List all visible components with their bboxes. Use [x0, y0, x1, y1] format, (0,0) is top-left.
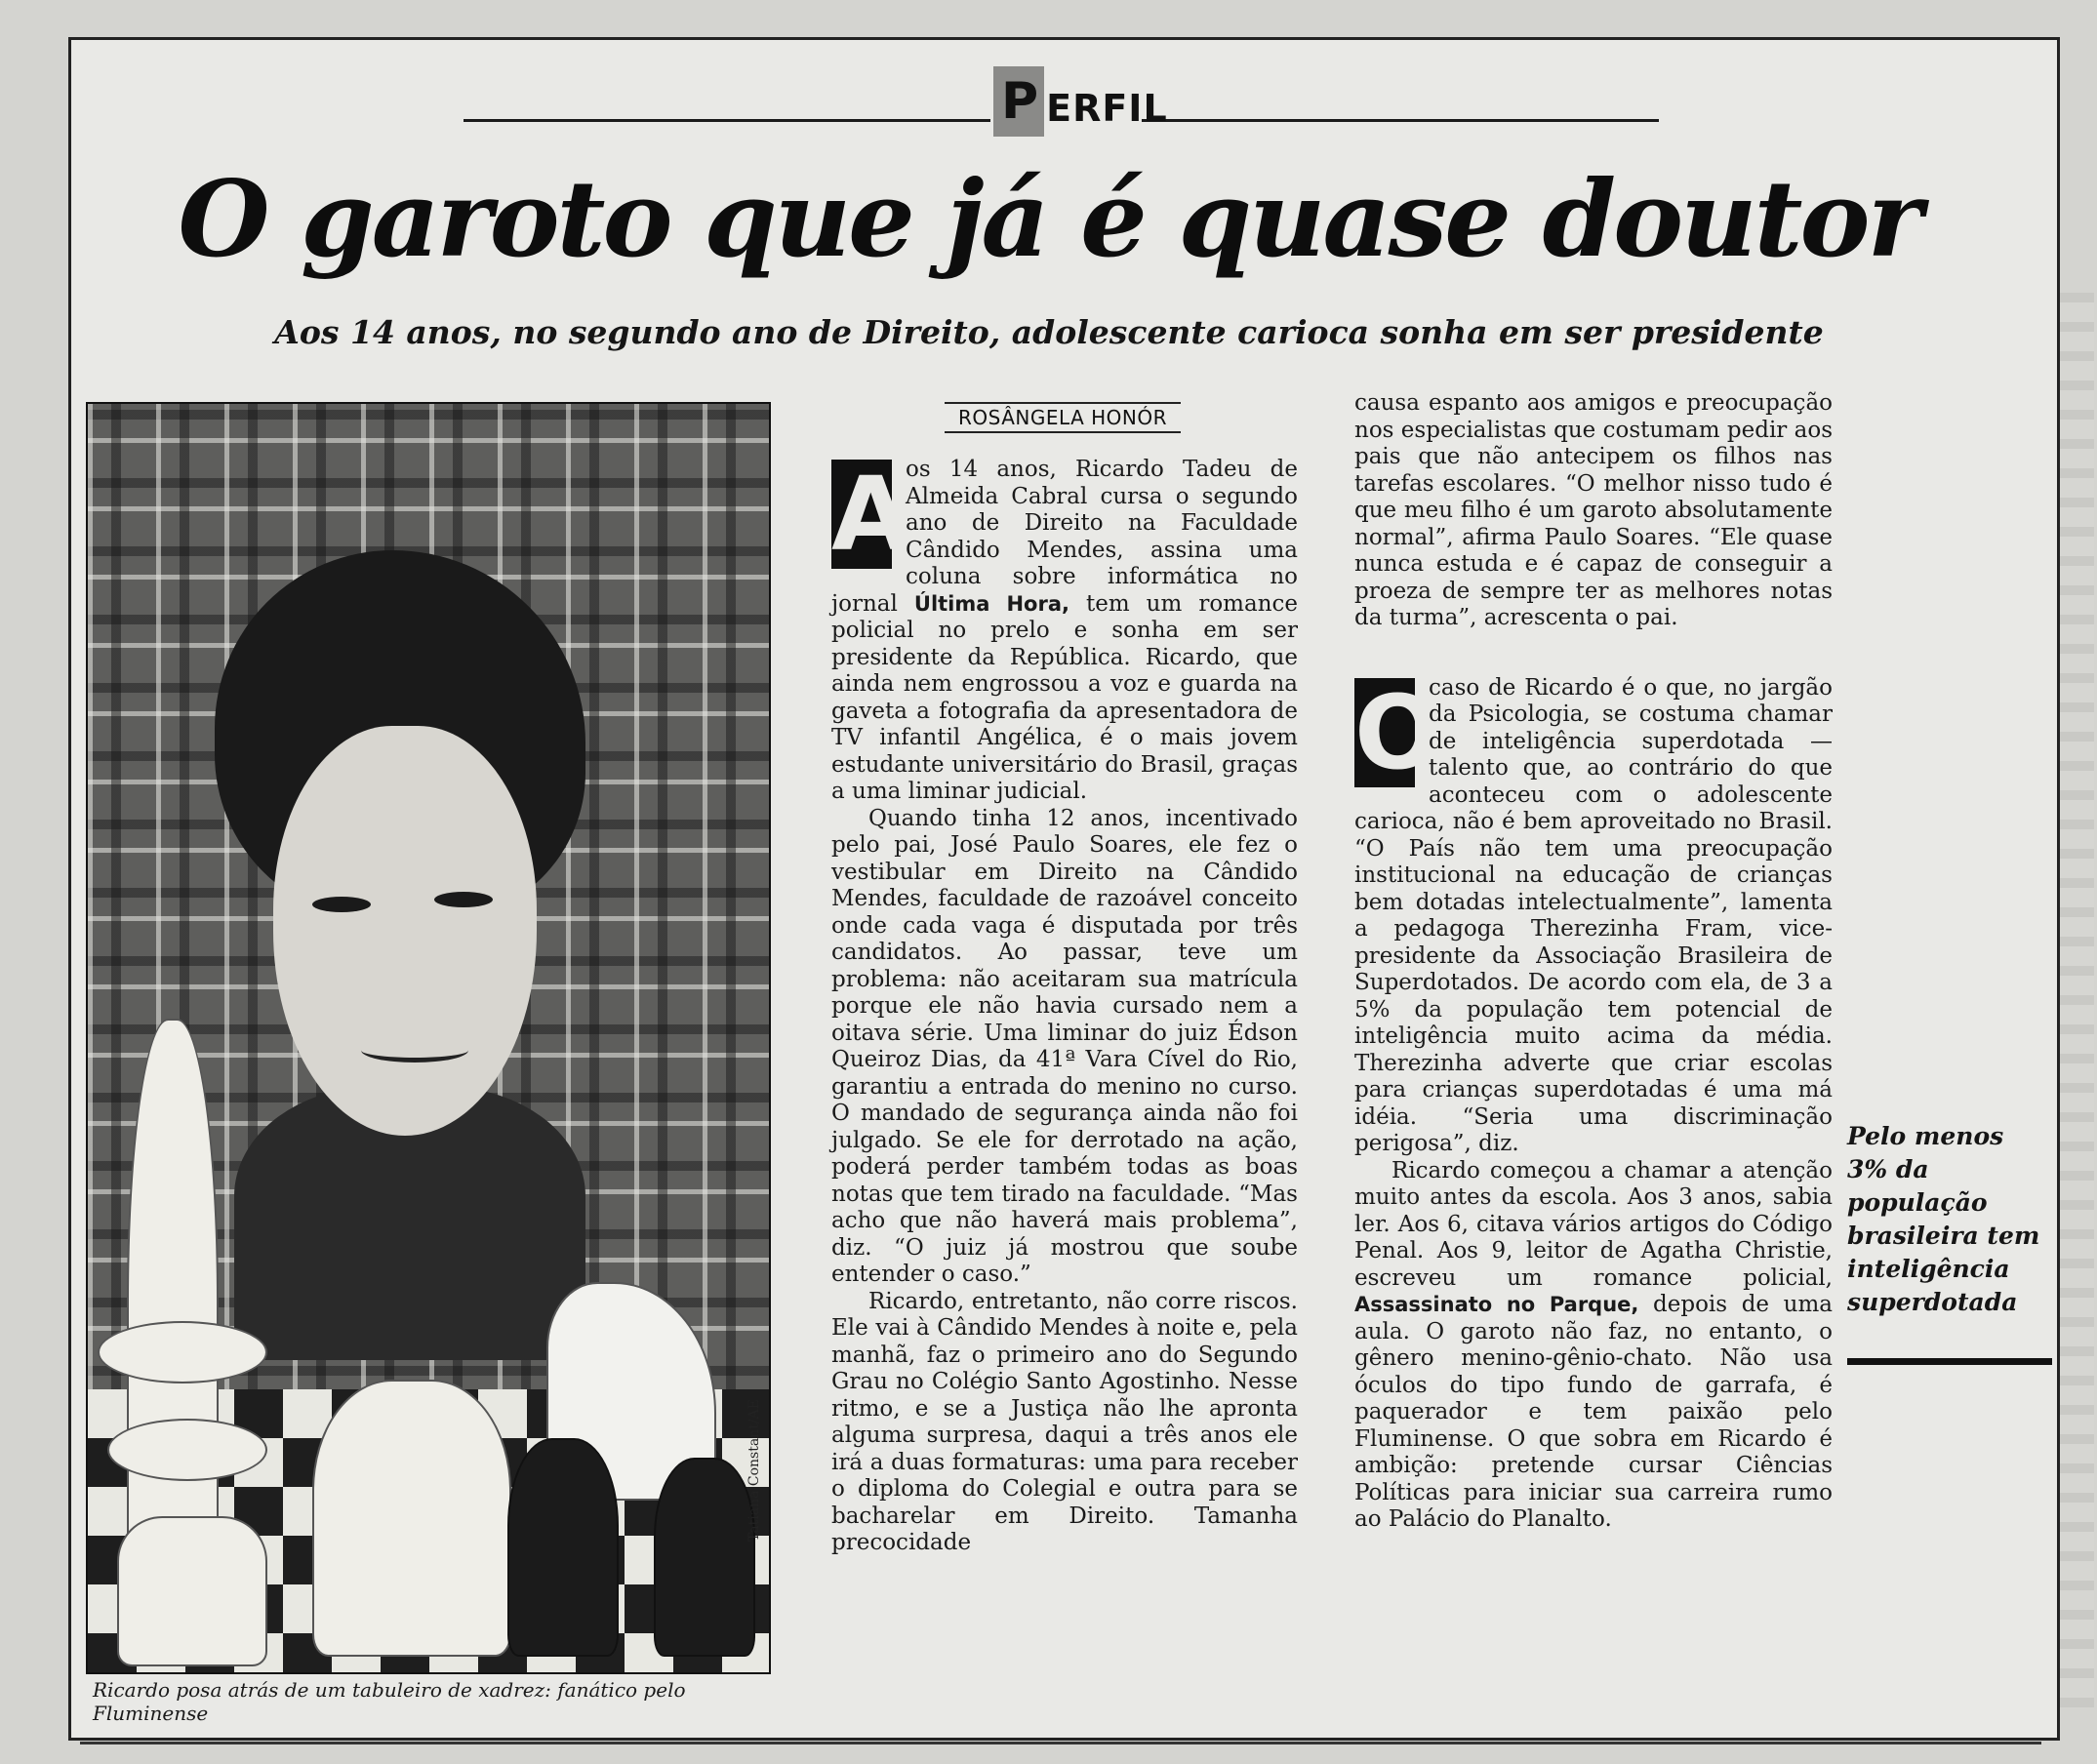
- paragraph-gap: [1354, 632, 1833, 675]
- bottom-rule: [80, 1742, 2041, 1744]
- book-title: Assassinato no Parque,: [1354, 1293, 1639, 1316]
- photo-mouth: [361, 1038, 468, 1062]
- headline: O garoto que já é quase doutor: [178, 158, 1920, 281]
- pull-quote-rule: [1847, 1358, 2052, 1365]
- dropcap: O: [1354, 672, 1441, 792]
- photo-chess-piece-dark: [654, 1458, 755, 1657]
- paragraph-text: caso de Ricardo é o que, no jargão da Psicologia, se costuma chamar de inteligência superdotada — talento que, ao contrário do que aconteceu com o adolescente carioca, não é bem aproveitado no Brasil. “O País não tem uma preocupação institucional na educação de crianças bem dotadas intelectualmente”, lamenta a pedagoga Therezinha Fram, vice-presidente da Associação Brasileira de Superdotados. De acordo com ela, de 3 a 5% da população tem potencial de inteligência muito acima da média. Therezinha adverte que criar escolas para crianças superdotadas é uma má idéia. “Seria uma discriminação perigosa”, diz.: [1354, 674, 1833, 1156]
- photo-eye-left: [312, 897, 371, 912]
- paragraph: Quando tinha 12 anos, incentivado pelo pai, José Paulo Soares, ele fez o vestibular em Direito na Cândido Mendes, faculdade de razoável conceito onde cada vaga é disputada por três candidatos. Ao passar, teve um problema: não aceitaram sua matrícula porque ele não havia cursado nem a oitava série. Uma liminar do juiz Édson Queiroz Dias, da 41ª Vara Cível do Rio, garantiu a entrada do menino no curso. O mandado de segurança ainda não foi julgado. Se ele for derrotado na ação, poderá perder também todas as boas notas que tem tirado na faculdade. “Mas acho que não haverá mais problema”, diz. “O juiz já mostrou que soube entender o caso.”: [831, 805, 1298, 1287]
- photo-chess-piece-collar: [107, 1419, 267, 1481]
- section-tag: [993, 66, 1168, 137]
- section-tag-cap: P: [993, 66, 1044, 137]
- photo-chess-piece-base: [117, 1516, 267, 1666]
- section-rule-right: [1142, 119, 1659, 122]
- byline: ROSÂNGELA HONÓR: [945, 402, 1181, 433]
- paragraph: causa espanto aos amigos e preocupação nos especialistas que costumam pedir aos pais que não antecipem os filhos nas tarefas escolares. “O melhor nisso tudo é que meu filho é um garoto absolutamente normal”, afirma Paulo Soares. “Ele quase nunca estuda e é capaz de conseguir a proeza de sempre ter as melhores notas da turma”, acrescenta o pai.: [1354, 390, 1833, 630]
- paragraph-text: Ricardo começou a chamar a atenção muito antes da escola. Aos 3 anos, sabia ler. Aos 6, citava vários artigos do Código Penal. Aos 9, leitor de Agatha Christie, escreveu um romance policial,: [1354, 1157, 1833, 1291]
- photo-chess-piece-dark: [507, 1438, 619, 1657]
- photo-eye-right: [434, 892, 493, 907]
- photo-boy-with-chess: [86, 402, 771, 1674]
- paragraph: [1354, 672, 1833, 1158]
- pull-quote: Pelo menos 3% da população brasileira tem inteligência superdotada: [1847, 1122, 2040, 1316]
- paragraph-text: tem um romance policial no prelo e sonha em ser presidente da República. Ricardo, que ainda nem engrossou a voz e guarda na gaveta a fotografia da apresentadora de TV infantil Angélica, é o mais jovem estudante universitário do Brasil, graças a uma liminar judicial.: [831, 590, 1299, 804]
- adjacent-page-edge: [2055, 293, 2094, 1707]
- article-column-2: [1354, 390, 1833, 1534]
- photo-chess-piece-collar: [98, 1321, 267, 1383]
- dropcap: A: [831, 455, 910, 574]
- photo-face: [273, 726, 537, 1136]
- newspaper-name: Última Hora,: [913, 591, 1069, 616]
- section-rule-left: [464, 119, 990, 122]
- section-tag-rest: ERFIL: [1046, 87, 1168, 130]
- paragraph: Ricardo, entretanto, não corre riscos. Ele vai à Cândido Mendes à noite e, pela manhã, faz o primeiro ano do Segundo Grau no Colégio Santo Agostinho. Nesse ritmo, e se a Justiça não lhe apronta alguma surpresa, daqui a três anos ele irá a duas formaturas: uma para receber o diploma do Colegial e outra para se bacharelar em Direito. Tamanha precocidade: [831, 1288, 1298, 1555]
- subheadline: Aos 14 anos, no segundo ano de Direito, adolescente carioca sonha em ser presidente: [274, 313, 1824, 351]
- article-column-1: [831, 457, 1298, 1557]
- photo-caption: Ricardo posa atrás de um tabuleiro de xadrez: fanático pelo Fluminense: [93, 1678, 686, 1725]
- paragraph: [831, 457, 1298, 806]
- paragraph-text: os 14 anos, Ricardo Tadeu de Almeida Cabral cursa o segundo ano de Direito na Faculdade Cândido Mendes, assina uma coluna sobre informática no jornal: [831, 457, 1298, 617]
- paragraph: [1354, 1158, 1833, 1534]
- paragraph-text: depois de uma aula. O garoto não faz, no entanto, o gênero menino-gênio-chato. Não usa óculos do tipo fundo de garrafa, é paquerador e tem paixão pelo Fluminense. O que sobra em Ricardo é ambição: pretende cursar Ciências Políticas para iniciar sua carreira rumo ao Palácio do Planalto.: [1354, 1292, 1833, 1532]
- photo-credit: Tatiana Constant/AE: [746, 1399, 762, 1542]
- photo-chess-piece-pawn: [312, 1380, 511, 1657]
